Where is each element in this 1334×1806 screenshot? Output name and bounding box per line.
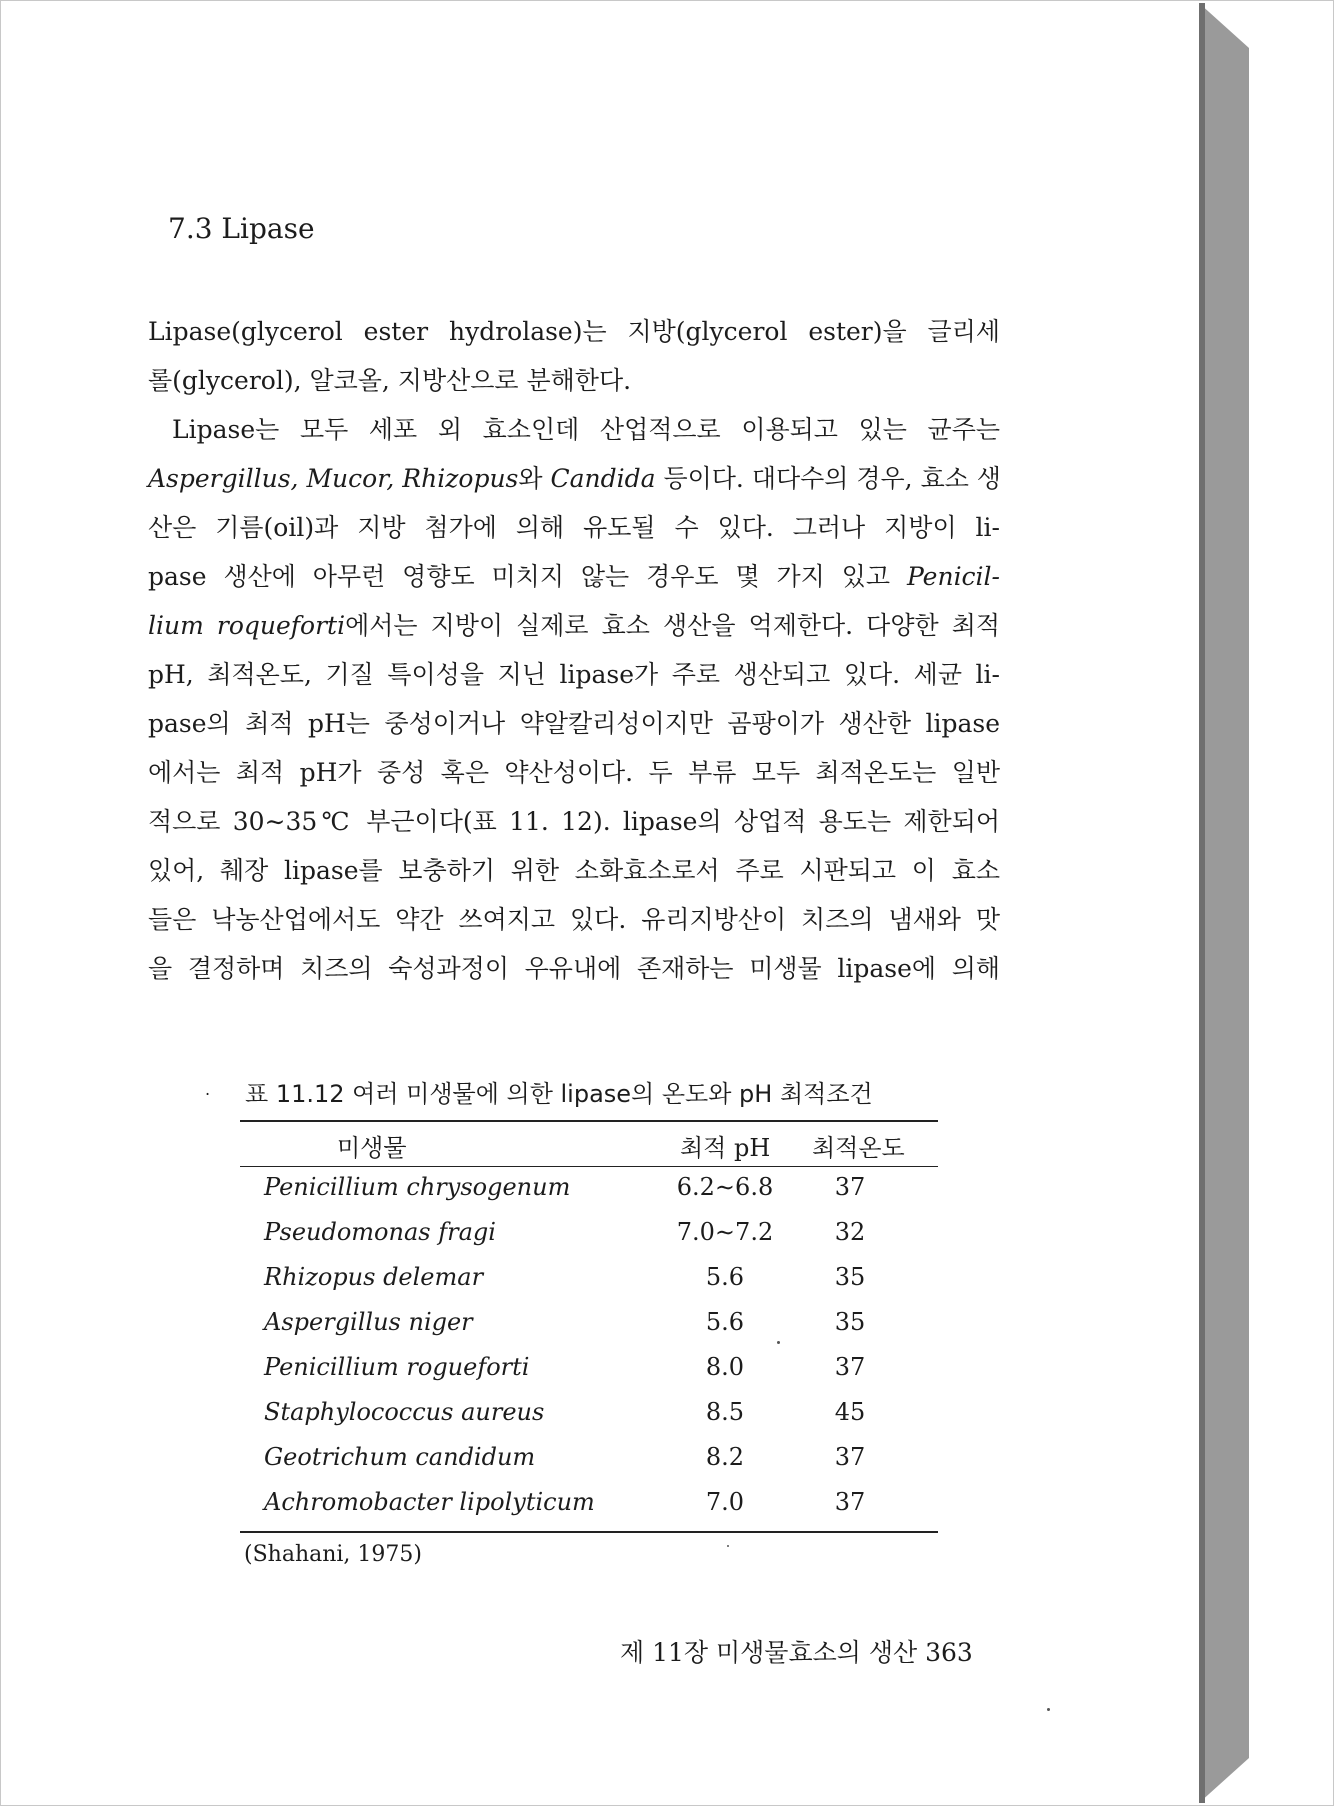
line5-rest: 에서는 지방이 실제로 효소 생산을 억제한다. 다양한 최적	[345, 611, 1000, 640]
running-footer: 제 11장 미생물효소의 생산 363	[620, 1638, 973, 1667]
table-row	[240, 1263, 938, 1308]
page-edge-inner-shadow	[1199, 3, 1205, 1803]
organism-cell: Achromobacter lipolyticum	[264, 1488, 595, 1516]
connector-text: 와	[518, 464, 551, 493]
organism-cell: Penicillium chrysogenum	[264, 1173, 571, 1201]
paragraph2-line3: 산은 기름(oil)과 지방 첨가에 의해 유도될 수 있다. 그러나 지방이 li-	[148, 513, 1000, 542]
paragraph1-line2: 롤(glycerol), 알코올, 지방산으로 분해한다.	[148, 366, 632, 395]
species-name: lium roqueforti	[148, 611, 346, 640]
paragraph2-line4	[148, 557, 1000, 593]
table-row	[240, 1353, 938, 1398]
paragraph2-line8: 에서는 최적 pH가 중성 혹은 약산성이다. 두 부류 모두 최적온도는 일반	[148, 758, 1000, 787]
temperature-cell: 35	[834, 1263, 866, 1291]
section-title: 7.3 Lipase	[168, 212, 315, 245]
table-row	[240, 1443, 938, 1488]
ph-cell: 5.6	[705, 1308, 745, 1336]
temperature-cell: 37	[834, 1173, 866, 1201]
temperature-cell: 37	[834, 1353, 866, 1381]
paragraph2-line5	[148, 606, 1000, 642]
line2-rest: 등이다. 대다수의 경우, 효소 생	[655, 464, 1001, 493]
ph-cell: 7.0	[705, 1488, 745, 1516]
paragraph1-line1: Lipase(glycerol ester hydrolase)는 지방(glycerol ester)을 글리세	[148, 317, 1000, 346]
column-header-ph: 최적 pH	[680, 1134, 771, 1162]
scan-speck	[777, 1341, 780, 1344]
ph-cell: 7.0∼7.2	[676, 1218, 774, 1246]
scan-speck	[1047, 1708, 1050, 1711]
paragraph2-line12: 을 결정하며 치즈의 숙성과정이 우유내에 존재하는 미생물 lipase에 의해	[148, 954, 1000, 983]
temperature-cell: 45	[834, 1398, 866, 1426]
page-edge-shadow	[1199, 3, 1249, 1803]
paragraph2-line9: 적으로 30∼35℃ 부근이다(표 11. 12). lipase의 상업적 용도는 제한되어	[148, 807, 1000, 836]
line4-italic: Penicil-	[906, 562, 1000, 591]
column-header-organism: 미생물	[337, 1134, 407, 1162]
paragraph2-line2	[148, 459, 1000, 495]
organism-cell: Pseudomonas fragi	[264, 1218, 496, 1246]
table-row	[240, 1218, 938, 1263]
table-row	[240, 1398, 938, 1443]
ph-cell: 8.5	[705, 1398, 745, 1426]
temperature-cell: 37	[834, 1488, 866, 1516]
paragraph2-line6: pH, 최적온도, 기질 특이성을 지닌 lipase가 주로 생산되고 있다. 세균 li-	[148, 660, 1000, 689]
column-header-temperature: 최적온도	[812, 1134, 905, 1162]
paragraph2-line10: 있어, 췌장 lipase를 보충하기 위한 소화효소로서 주로 시판되고 이 효소	[148, 856, 1000, 885]
temperature-cell: 32	[834, 1218, 866, 1246]
table-header-rule	[240, 1166, 938, 1167]
organism-cell: Penicillium rogueforti	[264, 1353, 530, 1381]
genus-list: Aspergillus, Mucor, Rhizopus	[148, 464, 519, 493]
genus-candida: Candida	[550, 464, 656, 493]
temperature-cell: 37	[834, 1443, 866, 1471]
paragraph2-line1: Lipase는 모두 세포 외 효소인데 산업적으로 이용되고 있는 균주는	[172, 415, 1000, 444]
ph-cell: 8.2	[705, 1443, 745, 1471]
temperature-cell: 35	[834, 1308, 866, 1336]
organism-cell: Rhizopus delemar	[264, 1263, 484, 1291]
organism-cell: Aspergillus niger	[264, 1308, 473, 1336]
ph-cell: 5.6	[705, 1263, 745, 1291]
organism-cell: Staphylococcus aureus	[264, 1398, 545, 1426]
table-row	[240, 1488, 938, 1533]
ph-cell: 8.0	[705, 1353, 745, 1381]
caption-dot: .	[205, 1080, 211, 1099]
line4-plain: pase 생산에 아무런 영향도 미치지 않는 경우도 몇 가지 있고	[148, 562, 907, 591]
paragraph2-line7: pase의 최적 pH는 중성이거나 약알칼리성이지만 곰팡이가 생산한 lipase	[148, 709, 1000, 738]
ph-cell: 6.2∼6.8	[676, 1173, 774, 1201]
table-source: (Shahani, 1975)	[244, 1542, 422, 1567]
table-row	[240, 1308, 938, 1353]
paragraph2-line11: 들은 낙농산업에서도 약간 쓰여지고 있다. 유리지방산이 치즈의 냄새와 맛	[148, 905, 1000, 934]
table-caption: 표 11.12 여러 미생물에 의한 lipase의 온도와 pH 최적조건	[245, 1080, 873, 1108]
table-bottom-rule	[240, 1531, 938, 1533]
organism-cell: Geotrichum candidum	[264, 1443, 536, 1471]
scan-speck	[727, 1545, 729, 1547]
table-top-rule	[240, 1120, 938, 1122]
table-row	[240, 1173, 938, 1218]
